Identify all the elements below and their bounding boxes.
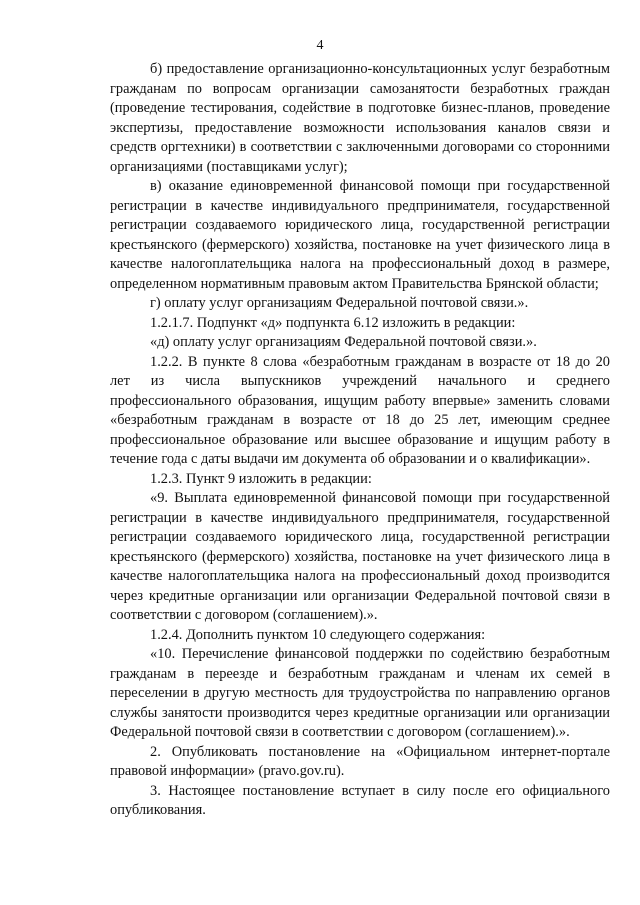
page-number: 4 [316,38,324,53]
document-body [110,60,610,821]
paragraph-item-9: «9. Выплата единовременной финансовой помощи при государственной регистрации в качестве индивидуального предпринимателя, государственной регистрации создаваемого юридического лица, государственной регистрации крестьянского (фермерского) хозяйства, постановке на учет физического лица в качестве налогоплательщика налога на профессиональный доход производится через кредитные организации или организации Федеральной почтовой связи в соответствии с договором (соглашением).». [110,490,610,623]
paragraph-publish: 2. Опубликовать постановление на «Официальном интернет-портале правовой информации» (pravo.gov.ru). [110,743,610,779]
paragraph-1-2-1-7: 1.2.1.7. Подпункт «д» подпункта 6.12 изложить в редакции: [150,314,516,331]
paragraph-1-2-3: 1.2.3. Пункт 9 изложить в редакции: [150,470,372,487]
paragraph-subitem-d: «д) оплату услуг организациям Федеральной почтовой связи.». [150,334,537,350]
paragraph-services-v: в) оказание единовременной финансовой помощи при государственной регистрации в качестве индивидуального предпринимателя, государственной регистрации создаваемого юридического лица, государственной регистрации крестьянского (фермерского) хозяйства, постановке на учет физического лица в качестве налогоплательщика налога на профессиональный доход в размере, определенном нормативным правовым актом Правительства Брянской области; [110,178,610,292]
paragraph-services-b: б) предоставление организационно-консультационных услуг безработным гражданам по вопросам организации самозанятости безработных граждан (проведение тестирования, содействие в подготовке бизнес-планов, проведение экспертизы, предоставление возможности использования каналов связи и средств оргтехники) в соответствии с заключенными договорами со сторонними организациями (поставщиками услуг); [110,61,610,175]
paragraph-services-g: г) оплату услуг организациям Федеральной почтовой связи.». [150,295,529,311]
paragraph-1-2-2: 1.2.2. В пункте 8 слова «безработным гражданам в возрасте от 18 до 20 лет из числа выпускников учреждений начального и среднего профессионального образования, ищущим работу впервые» заменить словами «безработным гражданам в возрасте от 18 до 25 лет, имеющим среднее профессиональное образование или высшее образование и ищущим работу в течение года с даты выдачи им документа об образовании и о квалификации». [110,353,610,467]
paragraph-item-10: «10. Перечисление финансовой поддержки по содействию безработным гражданам в переезде и безработным гражданам и членам их семей в переселении в другую местность для трудоустройства по направлению органов службы занятости производится через кредитные организации или организации Федеральной почтовой связи в соответствии с договором (соглашением).». [110,646,610,740]
paragraph-1-2-4: 1.2.4. Дополнить пунктом 10 следующего содержания: [150,626,486,643]
paragraph-effective: 3. Настоящее постановление вступает в силу после его официального опубликования. [110,782,610,818]
